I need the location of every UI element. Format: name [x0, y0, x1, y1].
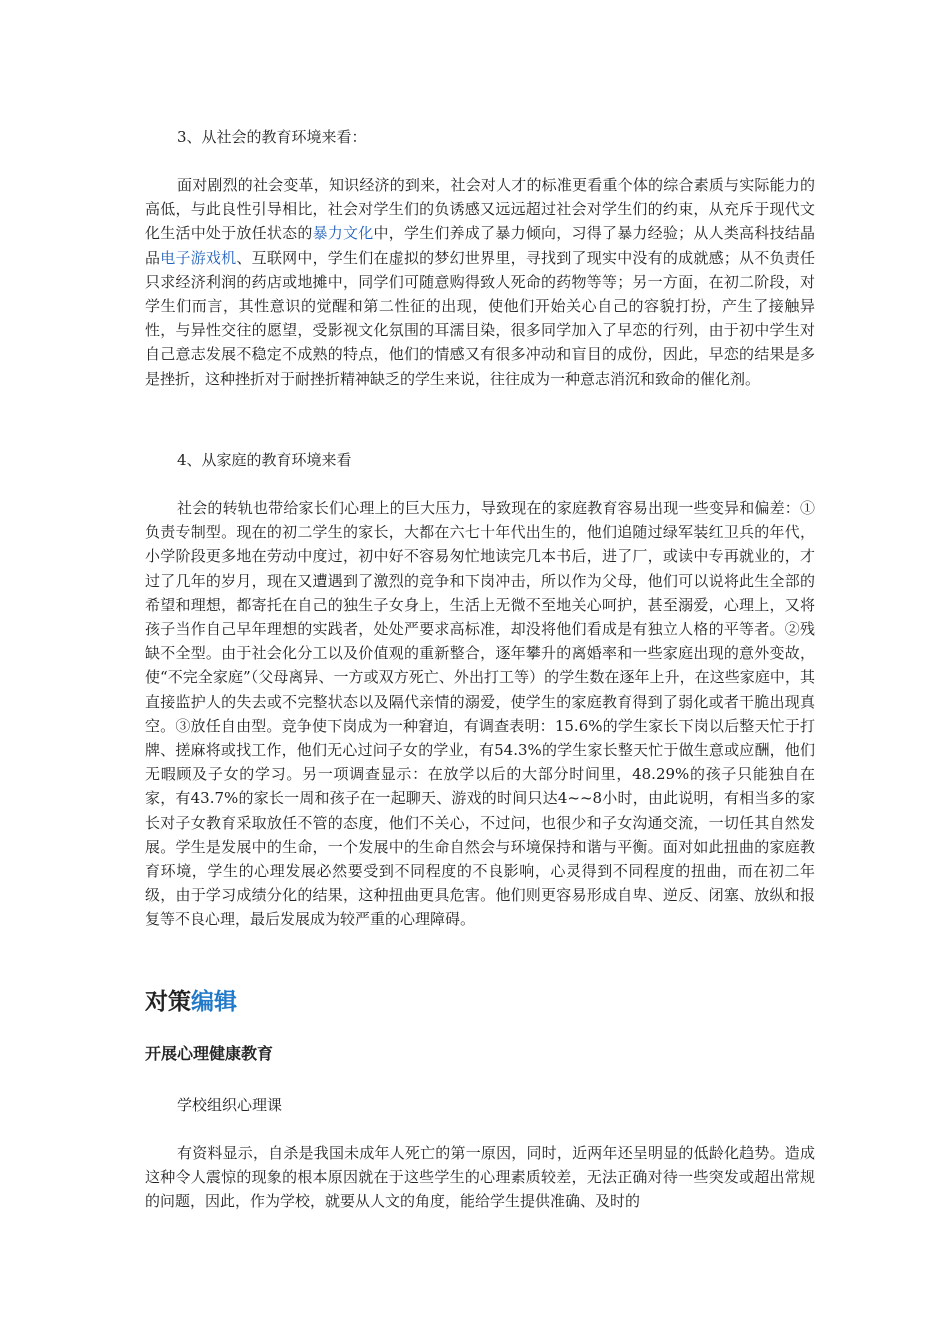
strategy-paragraph: 有资料显示，自杀是我国未成年人死亡的第一原因，同时，近两年还呈明显的低龄化趋势。造成这种令人震惊的现象的根本原因就在于这些学生的心理素质较差，无法正确对待一些突发或超出常规的问题，因此，作为学校，就要从人文的角度，能给学生提供准确、及时的 — [145, 1144, 815, 1211]
section-4-paragraph: 社会的转轨也带给家长们心理上的巨大压力，导致现在的家庭教育容易出现一些变异和偏差：①负责专制型。现在的初二学生的家长，大都在六七十年代出生的，他们追随过绿军装红卫兵的年代，小学阶段更多地在劳动中度过，初中好不容易匆忙地读完几本书后，进了厂，或读中专再就业的，才过了几年的岁月，现在又遭遇到了激烈的竞争和下岗冲击，所以作为父母，他们可以说将此生全部的希望和理想，都寄托在自己的独生子女身上，生活上无微不至地关心呵护，甚至溺爱，心理上，又将孩子当作自己早年理想的实践者，处处严要求高标准，却没将他们看成是有独立人格的平等者。②残缺不全型。由于社会化分工以及价值观的重新整合，逐年攀升的离婚率和一些家庭出现的意外变故，使“不完全家庭”（父母离异、一方或双方死亡、外出打工等）的学生数在逐年上升，在这些家庭中，其直接监护人的失去或不完整状态以及隔代亲情的溺爱，使学生的家庭教育得到了弱化或者干脆出现真空。③放任自由型。竞争使下岗成为一种窘迫，有调查表明：15.6%的学生家长下岗以后整天忙于打牌、搓麻将或找工作，他们无心过问子女的学业，有54.3%的学生家长整天忙于做生意或应酬，他们无暇顾及子女的学习。另一项调查显示：在放学以后的大部分时间里，48.29%的孩子只能独自在家，有43.7%的家长一周和孩子在一起聊天、游戏的时间只达4~~8小时，由此说明，有相当多的家长对子女教育采取放任不管的态度，他们不关心，不过问，也很少和子女沟通交流，一切任其自然发展。学生是发展中的生命，一个发展中的生命自然会与环境保持和谐与平衡。面对如此扭曲的家庭教育环境，学生的心理发展必然要受到不同程度的不良影响，心灵得到不同程度的扭曲，而在初二年级，由于学习成绩分化的结果，这种扭曲更具危害。他们则更容易形成自卑、逆反、闭塞、放纵和报复等不良心理，最后发展成为较严重的心理障碍。 — [145, 499, 815, 929]
edit-link[interactable]: 编辑 — [191, 989, 237, 1015]
section-3-heading: 3、从社会的教育环境来看： — [177, 128, 367, 146]
paragraph-text: 、互联网中，学生们在虚拟的梦幻世界里，寻找到了现实中没有的成就感；从不负责任只求经济利润的药店或地摊中，同学们可随意购得致人死命的药物等等；另一方面，在初二阶段，对学生们而言，其性意识的觉醒和第二性征的出现，使他们开始关心自己的容貌打扮，产生了接触异性，与异性交往的愿望，受影视文化氛围的耳濡目染，很多同学加入了早恋的行列，由于初中学生对自己意志发展不稳定不成熟的特点，他们的情感又有很多冲动和盲目的成份，因此，早恋的结果是多是挫折，这种挫折对于耐挫折精神缺乏的学生来说，往往成为一种意志消沉和致命的催化剂。 — [145, 248, 815, 388]
section-3-paragraph — [145, 173, 815, 391]
paragraph-text: 中，学生们养成了暴力倾向，习得了暴力经验；从人类高科技结晶品 — [145, 224, 815, 267]
mental-health-education-heading: 开展心理健康教育 — [145, 1044, 274, 1063]
section-4-heading: 4、从家庭的教育环境来看 — [177, 451, 352, 469]
link-video-game-console[interactable]: 电子游戏机 — [160, 248, 237, 267]
school-psychology-class-heading: 学校组织心理课 — [177, 1096, 283, 1114]
paragraph-text: 面对剧烈的社会变革，知识经济的到来，社会对人才的标准更看重个体的综合素质与实际能力的高低，与此良性引导相比，社会对学生们的负诱感又远远超过社会对学生们的约束，从充斥于现代文化生活中处于放任状态的 — [145, 176, 815, 243]
strategy-heading — [145, 984, 237, 1020]
link-violent-culture[interactable]: 暴力文化 — [312, 224, 374, 243]
strategy-title: 对策 — [145, 989, 191, 1015]
